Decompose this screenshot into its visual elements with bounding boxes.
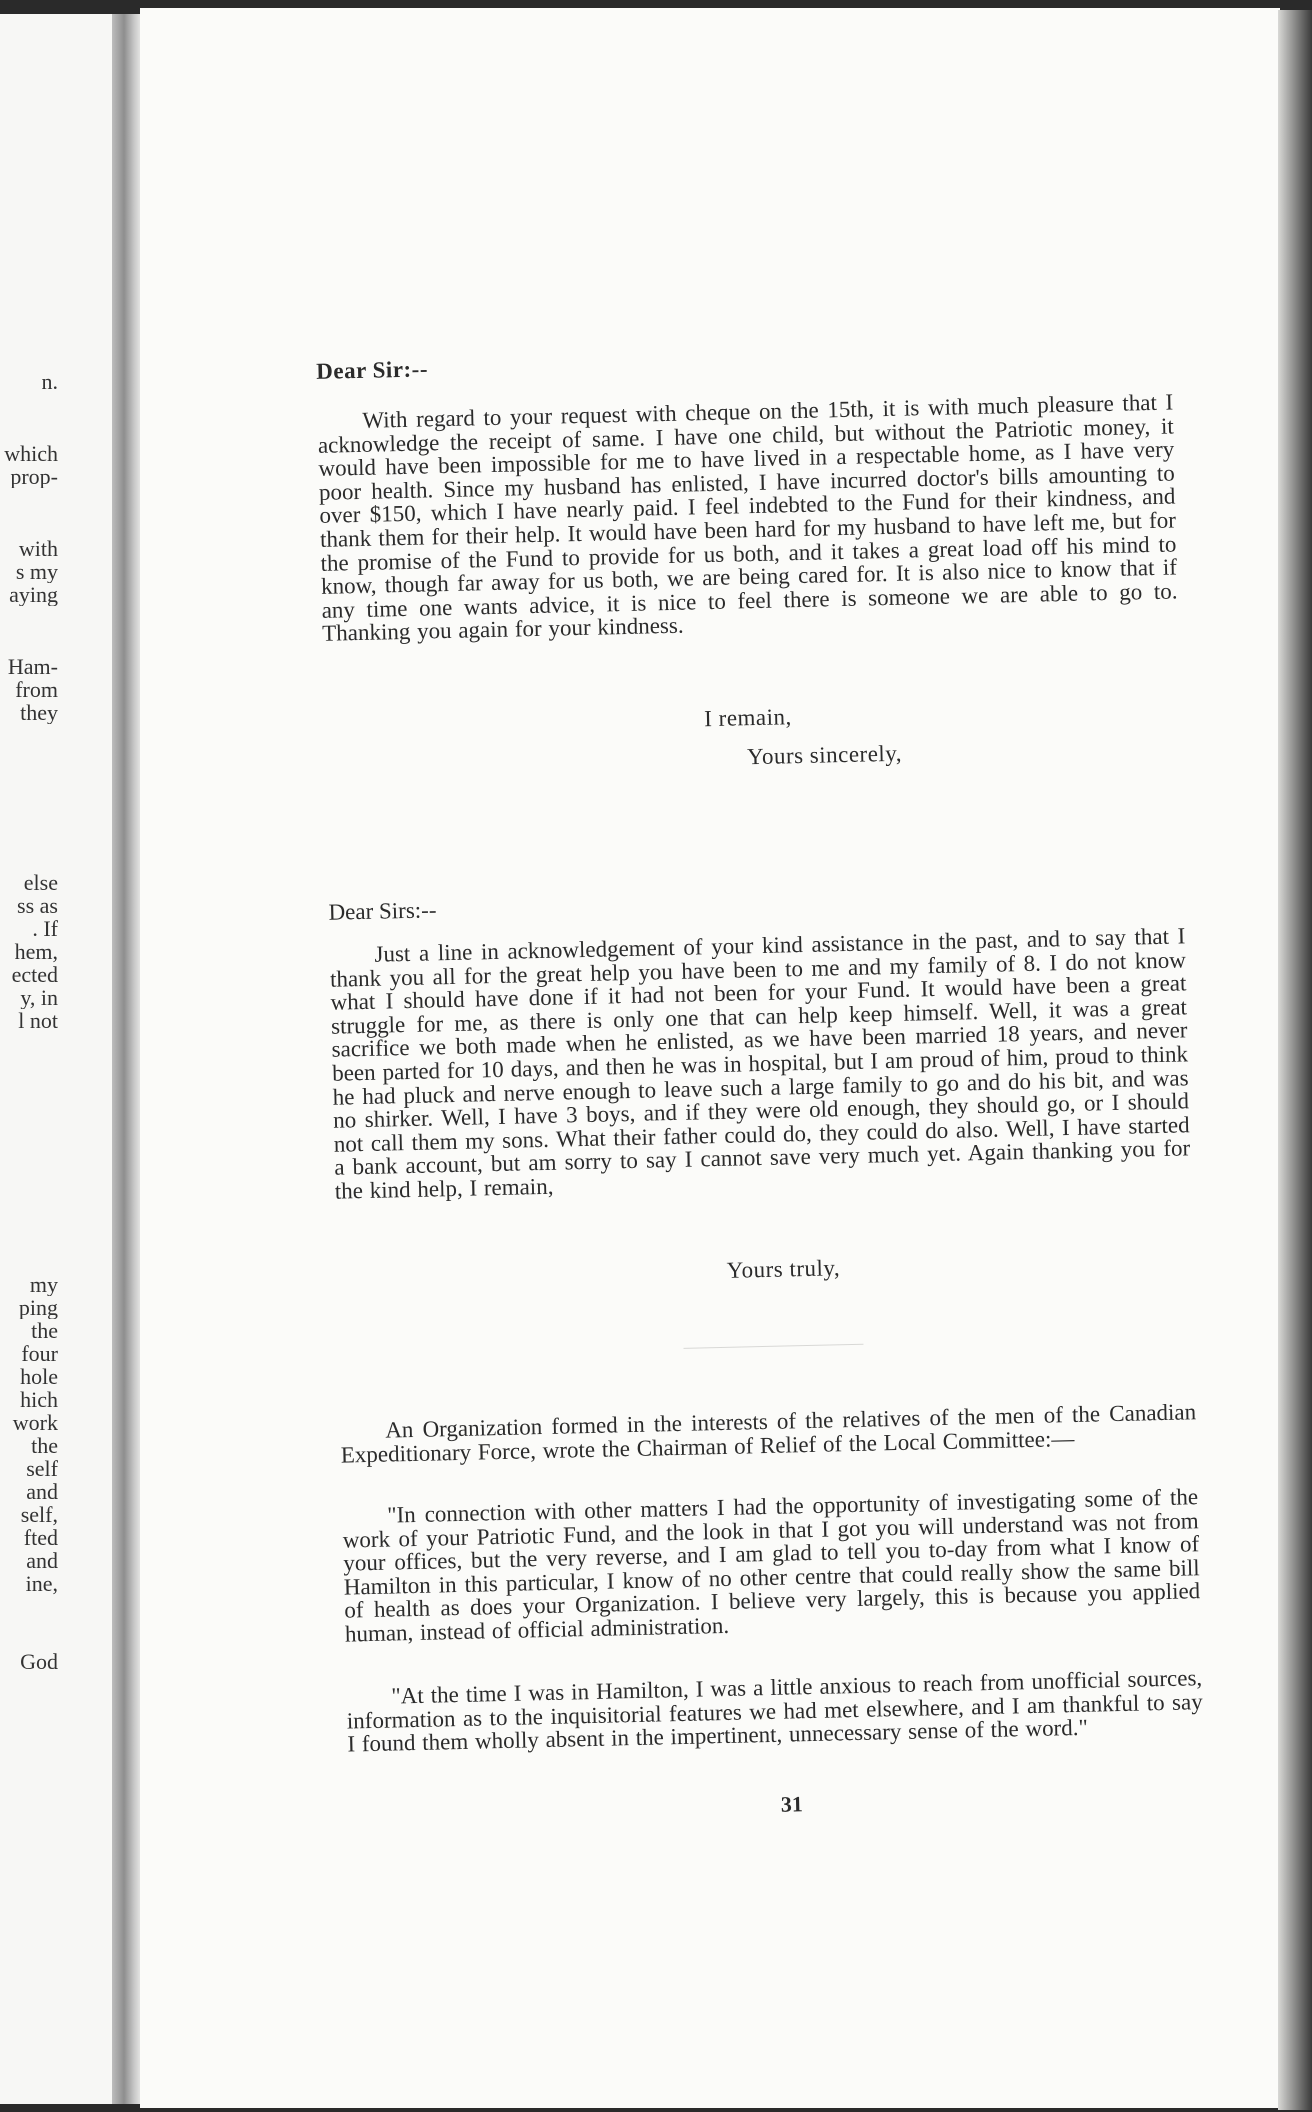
left-fragment: s my <box>15 560 58 583</box>
left-fragment: and <box>26 1549 58 1572</box>
left-page-edge <box>0 14 120 2104</box>
left-fragment: prop- <box>10 465 58 488</box>
letter1-salutation: Dear Sir:-- <box>315 356 429 384</box>
left-fragment: ine, <box>25 1572 58 1595</box>
letter1-body: With regard to your request with cheque on the 15th, it is with much pleasure that I acknowledge the receipt of same. I have one child, but without the Patriotic money, it would have been impossible for me to have lived in a respectable home, as I have very poor health. Since my husband has enlisted, I have incurred doctor's bills amounting to over $150, which I have nearly paid. I feel indebted to the Fund for their kindness, and thank them for their help. It would have been hard for my husband to have left me, but for the promise of the Fund to provide for us both, and it takes a great load off his mind to know, though far away for us both, we are being cared for. It is also nice to know that if any time one wants advice, it is nice to feel there is someone we are able to go to. Thanking you again for your kindness. <box>317 389 1178 647</box>
left-fragment: the <box>31 1434 58 1457</box>
left-fragment: hem, <box>14 940 58 963</box>
right-page-edge <box>1278 10 1312 2110</box>
book-gutter-shadow <box>112 14 142 2104</box>
right-page <box>140 8 1280 2108</box>
letter2-salutation: Dear Sirs:-- <box>328 897 437 925</box>
left-fragment: my <box>29 1273 58 1296</box>
organization-intro: An Organization formed in the interests of the relatives of the men of the Canadian Expeditionary Force, wrote the Chairman of Relief of the Local Committee:— <box>340 1399 1197 1468</box>
page-number: 31 <box>780 1791 804 1817</box>
organization-quote-1: "In connection with other matters I had the opportunity of investigating some of the work of your Patriotic Fund, and the look in that I got you will understand was not from your offices, but the very reverse, and I am glad to tell you to-day from what I know of Hamilton in this particular, I know of no other centre that could really show the same bill of health as does your Organization. I believe very largely, this is because you applied human, instead of official administration. <box>342 1484 1201 1647</box>
section-divider <box>683 1344 863 1349</box>
left-fragment: from <box>15 678 58 701</box>
letter1-closing-remain: I remain, <box>703 704 793 732</box>
left-fragment: which <box>4 442 58 465</box>
left-fragment: aying <box>9 583 58 606</box>
left-fragment: y, in <box>20 986 58 1009</box>
left-fragment: n. <box>41 370 58 393</box>
left-fragment: self, <box>20 1503 58 1526</box>
left-fragment: Ham- <box>7 655 58 678</box>
left-fragment: else <box>23 871 58 894</box>
left-fragment: four <box>21 1342 58 1365</box>
letter1-closing-signoff: Yours sincerely, <box>746 740 903 770</box>
left-fragment: . If <box>32 917 58 940</box>
left-fragment: and <box>26 1480 58 1503</box>
page-content <box>308 0 1203 1817</box>
left-fragment: ss as <box>17 894 58 917</box>
left-fragment: hich <box>20 1388 58 1411</box>
left-fragment: self <box>26 1457 58 1480</box>
left-fragment: ping <box>18 1296 58 1319</box>
left-fragment: with <box>18 537 58 560</box>
left-fragment: l not <box>18 1009 58 1032</box>
left-fragment: fted <box>23 1526 58 1549</box>
left-fragment: the <box>31 1319 58 1342</box>
left-fragment: hole <box>20 1365 58 1388</box>
letter2-body: Just a line in acknowledgement of your kind assistance in the past, and to say that I thank you all for the great help you have been to me and my family of 8. I do not know what I should have done if it had not been for your Fund. It would have been a great struggle for me, as there is only one that can help keep himself. Well, it was a great sacrifice we both made when he enlisted, as we have been married 18 years, and never been parted for 10 days, and then he was in hospital, but I am proud of him, proud to think he had pluck and nerve enough to leave such a large family to go and do his bit, and was no shirker. Well, I have 3 boys, and if they were old enough, they should go, or I should not call them my sons. What their father could do, they could do also. Well, I have started a bank account, but am sorry to say I cannot save very much yet. Again thanking you for the kind help, I remain, <box>329 923 1191 1204</box>
organization-quote-2: "At the time I was in Hamilton, I was a little anxious to reach from unofficial sources, information as to the inquisitorial features we had met elsewhere, and I am thankful to say I found them wholly absent in the impertinent, unnecessary sense of the word." <box>346 1665 1203 1757</box>
left-fragment: they <box>20 701 58 724</box>
letter2-closing: Yours truly, <box>726 1255 841 1283</box>
left-fragment: ected <box>11 963 58 986</box>
left-fragment: work <box>12 1411 58 1434</box>
left-fragment: God <box>20 1650 58 1673</box>
